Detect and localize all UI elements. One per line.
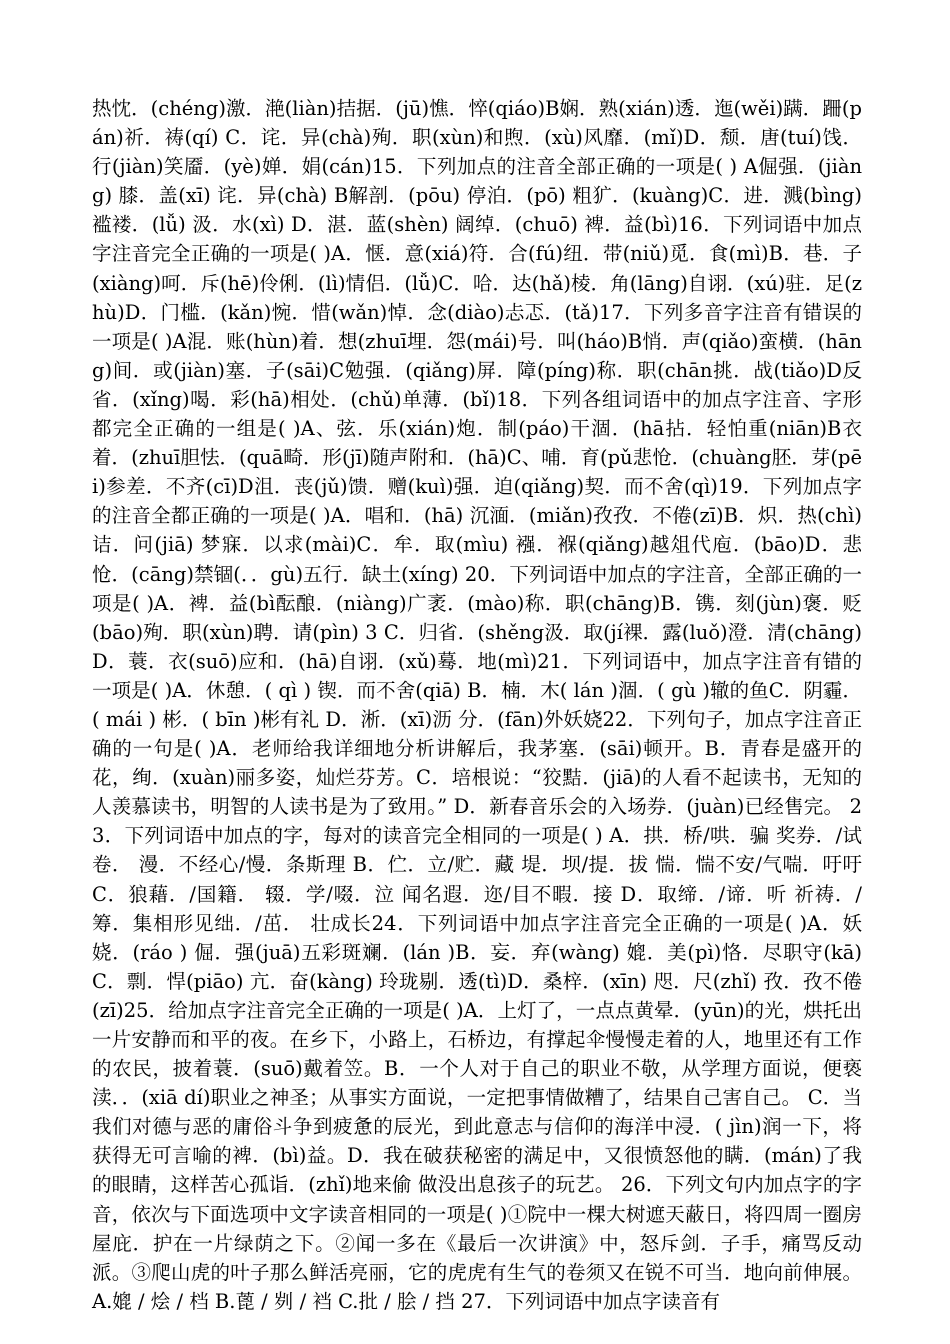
document-page	[92, 94, 862, 1313]
body-paragraph: 热忱．(chéng)激．滟(liàn)拮据．(jū)憔．悴(qiáo)B娴．熟(xián)透．迤(wěi)蹒．跚(pán)祈．祷(qí) C．诧．异(chà)殉．职(xùn)和煦．(xù)风靡．(mǐ)D．颓．唐(tuí)饯．行(jiàn)笑靥．(yè)婵．娟(cán)15．下列加点的注音全部正确的一项是( ) A倔强．(jiàng) 膝．盖(xī) 诧．异(chà) B解剖．(pōu) 停泊．(pō) 粗犷．(kuàng)C．进．溅(bìng) 褴褛．(lǚ) 汲．水(xì) D．湛．蓝(shèn) 阔绰．(chuō) 裨．益(bì)16．下列词语中加点字注音完全正确的一项是( )A．惬．意(xiá)符．合(fú)纽．带(niǔ)觅．食(mì)B．巷．子(xiàng)呵．斥(hē)伶俐．(lì)情侣．(lǚ)C．哈．达(hǎ)棱．角(lāng)自诩．(xú)驻．足(zhù)D．门槛．(kǎn)惋．惜(wǎn)悼．念(diào)忐忑．(tǎ)17．下列多音字注音有错误的一项是( )A混．账(hùn)着．想(zhuī埋．怨(mái)号．叫(háo)B悄．声(qiǎo)蛮横．(hāng)间．或(jiàn)塞．子(sāi)C勉强．(qiǎng)屏．障(píng)称．职(chān挑．战(tiǎo)D反省．(xǐng)喝．彩(hā)相处．(chǔ)单薄．(bǐ)18．下列各组词语中的加点字注音、字形都完全正确的一组是( )A、弦．乐(xián)炮．制(páo)干涸．(hā拈．轻怕重(niān)B衣着．(zhuī胆怯．(quā畸．形(jī)随声附和．(hā)C、哺．育(pǔ悲怆．(chuàng胚．芽(pēi)参差．不齐(cī)D沮．丧(jǔ)馈．赠(kuì)强．迫(qiǎng)契．而不舍(qì)19．下列加点字的注音全都正确的一项是( )A．唱和．(hā) 沉湎．(miǎn)孜孜．不倦(zī)B．炽．热(chì) 诘．问(jiā) 梦寐．以求(mài)C．牟．取(mìu) 襁．褓(qiǎng)越俎代庖．(bāo)D．悲怆．(cāng)禁锢(．．gù)五行．缺土(xíng) 20．下列词语中加点的字注音，全部正确的一项是( )A．裨．益(bì酝酿．(niàng)广袤．(mào)称．职(chāng)B．镌．刻(jùn)褒．贬(bāo)殉．职(xùn)聘．请(pìn) 3 C．归省．(shěng汲．取(jí裸．露(luǒ)澄．清(chāng)D．蓑．衣(suō)应和．(hā)自诩．(xǔ)蓦．地(mì)21．下列词语中，加点字注音有错的一项是( )A．休憩．( qì ) 锲．而不舍(qiā) B．楠．木( lán )涸．( gù )辙的鱼C．阴霾．( mái ) 彬．( bīn )彬有礼 D．淅．(xī)沥 分．(fān)外妖娆22．下列句子，加点字注音正确的一句是( )A．老师给我详细地分析讲解后，我茅塞．(sāi)顿开。B．青春是盛开的花，绚．(xuàn)丽多姿，灿烂芬芳。C．培根说：“狡黠．(jiā)的人看不起读书，无知的人羡慕读书，明智的人读书是为了致用。” D．新春音乐会的入场券．(juàn)已经售完。 23．下列词语中加点的字，每对的读音完全相同的一项是( ) A．拱．桥/哄．骗 奖券．/试卷． 漫．不经心/慢．条斯理 B．伫．立/贮．藏 堤．坝/提．拔 惴．惴不安/气喘．吁吁 C．狼藉．/国籍． 辍．学/啜．泣 闻名遐．迩/目不暇．接 D．取缔．/谛．听 祈祷．/筹．集相形见绌．/茁． 壮成长24．下列词语中加点字注音完全正确的一项是( )A．妖娆．(ráo ) 倔．强(juā)五彩斑斓．(lán )B．妄．弃(wàng) 媲．美(pì)恪．尽职守(kā)C．剽．悍(piāo) 亢．奋(kàng) 玲珑剔．透(tì)D．桑梓．(xīn) 咫．尺(zhǐ) 孜．孜不倦(zī)25．给加点字注音完全正确的一项是( )A．上灯了，一点点黄晕．(yūn)的光，烘托出一片安静而和平的夜。在乡下，小路上，石桥边，有撑起伞慢慢走着的人，地里还有工作的农民，披着蓑．(suō)戴着笠。B．一个人对于自己的职业不敬，从学理方面说，便亵渎．．(xiā dí)职业之神圣；从事实方面说，一定把事情做糟了，结果自己害自己。 C．当我们对德与恶的庸俗斗争到疲惫的辰光，到此意志与信仰的海洋中浸．( jìn)润一下，将 获得无可言喻的裨．(bì)益。D．我在破获秘密的满足中，又很愤怒他的瞒．(mán)了我的眼睛，这样苦心孤诣．(zhǐ)地来偷 做没出息孩子的玩艺。 26．下列文句内加点字的字音，依次与下面选项中文字读音相同的一项是( )①院中一棵大树遮天蔽日，将四周一圈房屋庇．护在一片绿荫之下。②闻一多在《最后一次讲演》中，怒斥剑．子手，痛骂反动派。③爬山虎的叶子那么鲜活亮丽，它的虎虎有生气的卷须又在锐不可当．地向前伸展。 A.媲 / 烩 / 档 B.蓖 / 刿 / 裆 C.批 / 脍 / 挡 27．下列词语中加点字读音有	[92, 97, 862, 1313]
